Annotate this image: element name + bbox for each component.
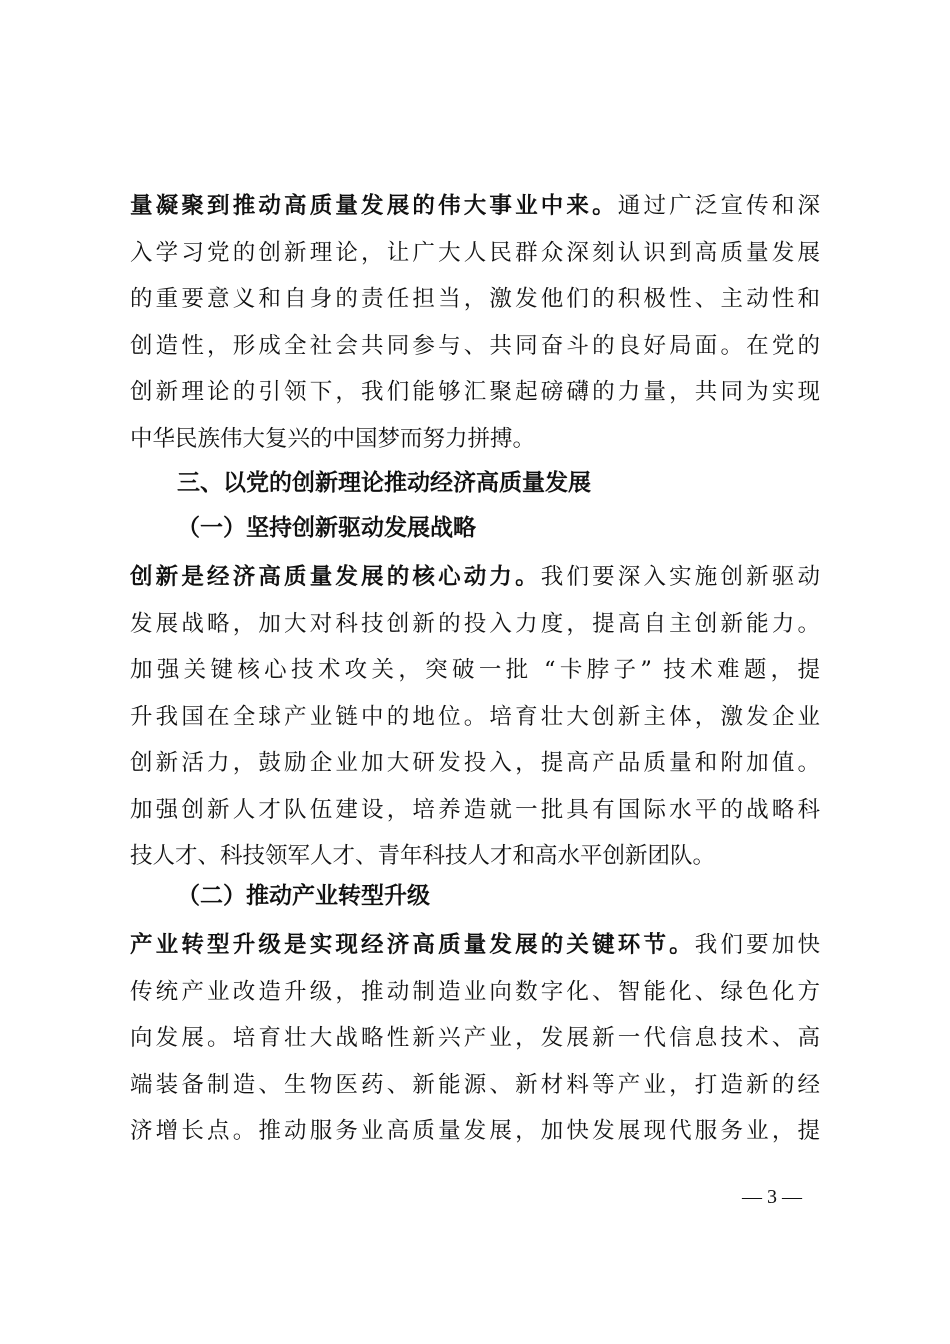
paragraph-1-line: 创新理论的引领下，我们能够汇聚起磅礴的力量，共同为实现: [130, 379, 820, 405]
paragraph-1-line: 的重要意义和自身的责任担当，激发他们的积极性、主动性和: [130, 286, 820, 312]
subsection-2-line: 济增长点。推动服务业高质量发展，加快发展现代服务业，提: [130, 1118, 820, 1144]
subsection-2-line: 向发展。培育壮大战略性新兴产业，发展新一代信息技术、高: [130, 1025, 820, 1051]
subsection-1-line: 技人才、科技领军人才、青年科技人才和高水平创新团队。: [130, 843, 716, 869]
paragraph-1-line: 创造性，形成全社会共同参与、共同奋斗的良好局面。在党的: [130, 332, 820, 359]
section-heading: 三、以党的创新理论推动经济高质量发展: [177, 470, 591, 496]
paragraph-1-line-1-rest: 通过广泛宣传和深: [617, 193, 820, 219]
subsection-1-line-1-rest: 我们要深入实施创新驱动: [540, 564, 820, 590]
subsection-2-body: [130, 922, 820, 1155]
paragraph-1-line-1: [130, 183, 820, 230]
subsection-2-line-1: [130, 922, 820, 969]
subsection-1-line: 加强创新人才队伍建设，培养造就一批具有国际水平的战略科: [130, 796, 820, 823]
subsection-1-line: 创新活力，鼓励企业加大研发投入，提高产品质量和附加值。: [130, 750, 820, 776]
paragraph-1-lead: 量凝聚到推动高质量发展的伟大事业中来。: [130, 193, 618, 219]
subsection-2-lead: 产业转型升级是实现经济高质量发展的关键环节。: [130, 932, 695, 958]
paragraph-1-line: 入学习党的创新理论，让广大人民群众深刻认识到高质量发展: [130, 239, 820, 266]
subsection-heading-1: （一）坚持创新驱动发展战略: [177, 514, 476, 541]
subsection-1-line: 升我国在全球产业链中的地位。培育壮大创新主体，激发企业: [130, 703, 820, 730]
subsection-2-line-1-rest: 我们要加快: [694, 932, 820, 958]
subsection-2-line: 端装备制造、生物医药、新能源、新材料等产业，打造新的经: [130, 1071, 820, 1098]
subsection-1-line: 加强关键核心技术攻关，突破一批 “卡脖子” 技术难题，提: [130, 657, 820, 683]
subsection-1-body: [130, 554, 820, 880]
page-number: — 3 —: [742, 1186, 802, 1208]
paragraph-1: [130, 183, 820, 462]
subsection-1-lead: 创新是经济高质量发展的核心动力。: [130, 564, 541, 590]
subsection-2-line: 传统产业改造升级，推动制造业向数字化、智能化、绿色化方: [130, 978, 820, 1005]
subsection-heading-2: （二）推动产业转型升级: [177, 882, 430, 909]
paragraph-1-line: 中华民族伟大复兴的中国梦而努力拼搏。: [130, 425, 536, 452]
subsection-1-line: 发展战略，加大对科技创新的投入力度，提高自主创新能力。: [130, 610, 820, 637]
subsection-1-line-1: [130, 554, 820, 601]
